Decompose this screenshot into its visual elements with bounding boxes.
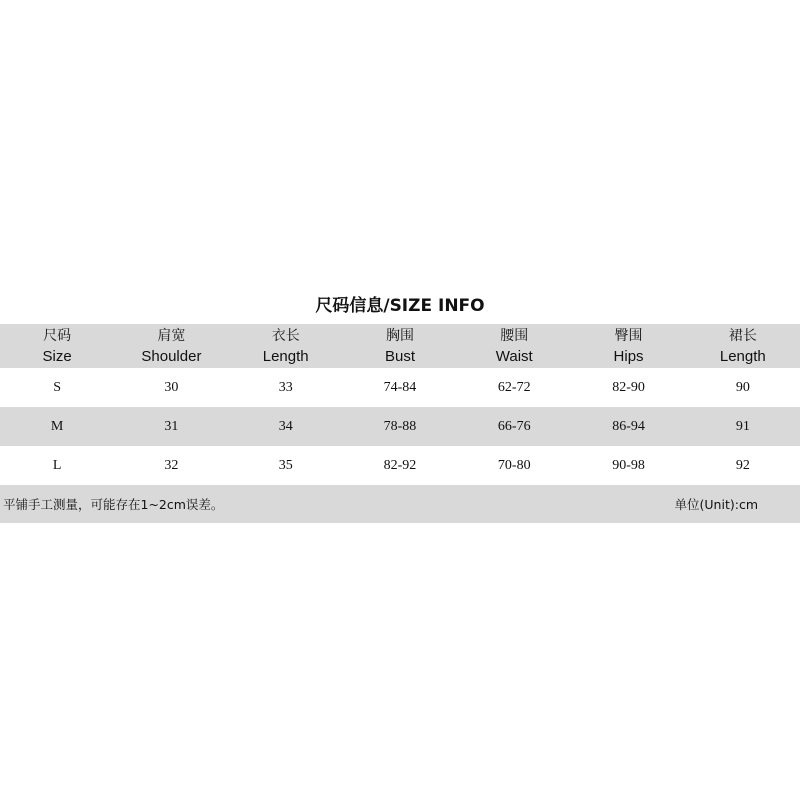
table-cell: 32 <box>164 457 179 473</box>
table-row <box>0 368 800 407</box>
header-label-zh: 臀围 <box>614 327 643 344</box>
header-cell-shoulder <box>114 324 228 368</box>
table-cell: 33 <box>278 379 293 395</box>
header-label-zh: 衣长 <box>271 327 300 344</box>
header-cell-hips <box>571 324 685 368</box>
table-cell: 31 <box>164 418 179 434</box>
table-cell: 82-92 <box>383 457 417 473</box>
table-footer <box>0 485 800 523</box>
table-cell: 90-98 <box>612 457 645 473</box>
table-row <box>0 407 800 446</box>
table-cell: S <box>53 379 62 395</box>
table-cell: 70-80 <box>497 457 531 473</box>
header-label-zh: 腰围 <box>500 327 529 344</box>
header-label-en: Hips <box>613 347 644 365</box>
table-cell: 91 <box>735 418 750 434</box>
table-cell: M <box>50 418 64 434</box>
table-cell: 66-76 <box>497 418 531 434</box>
table-header-row <box>0 324 800 368</box>
header-label-en: Bust <box>384 347 415 365</box>
table-cell: 90 <box>735 379 750 395</box>
header-cell-size <box>0 324 114 368</box>
header-cell-skirt-length <box>686 324 800 368</box>
header-cell-length <box>229 324 343 368</box>
page-title: 尺码信息/SIZE INFO <box>315 296 485 316</box>
table-cell: 62-72 <box>497 379 531 395</box>
table-cell: L <box>52 457 62 473</box>
header-label-en: Waist <box>495 347 533 365</box>
table-cell: 34 <box>278 418 293 434</box>
header-label-en: Shoulder <box>141 347 202 365</box>
table-row <box>0 446 800 485</box>
header-label-zh: 裙长 <box>728 327 757 344</box>
size-table <box>0 324 800 523</box>
table-cell: 30 <box>164 379 179 395</box>
measurement-note: 平铺手工测量，可能存在1~2cm误差。 <box>3 497 224 512</box>
header-label-en: Length <box>262 347 309 365</box>
table-cell: 74-84 <box>383 379 417 395</box>
header-label-zh: 肩宽 <box>157 327 186 344</box>
table-cell: 35 <box>278 457 293 473</box>
header-cell-bust <box>343 324 457 368</box>
header-label-en: Length <box>719 347 766 365</box>
header-cell-waist <box>457 324 571 368</box>
unit-label: 单位(Unit):cm <box>674 497 758 512</box>
header-label-en: Size <box>42 347 72 365</box>
header-label-zh: 尺码 <box>43 327 72 344</box>
table-cell: 78-88 <box>383 418 417 434</box>
table-cell: 86-94 <box>612 418 645 434</box>
table-cell: 92 <box>735 457 750 473</box>
header-label-zh: 胸围 <box>385 327 414 344</box>
table-cell: 82-90 <box>612 379 645 395</box>
